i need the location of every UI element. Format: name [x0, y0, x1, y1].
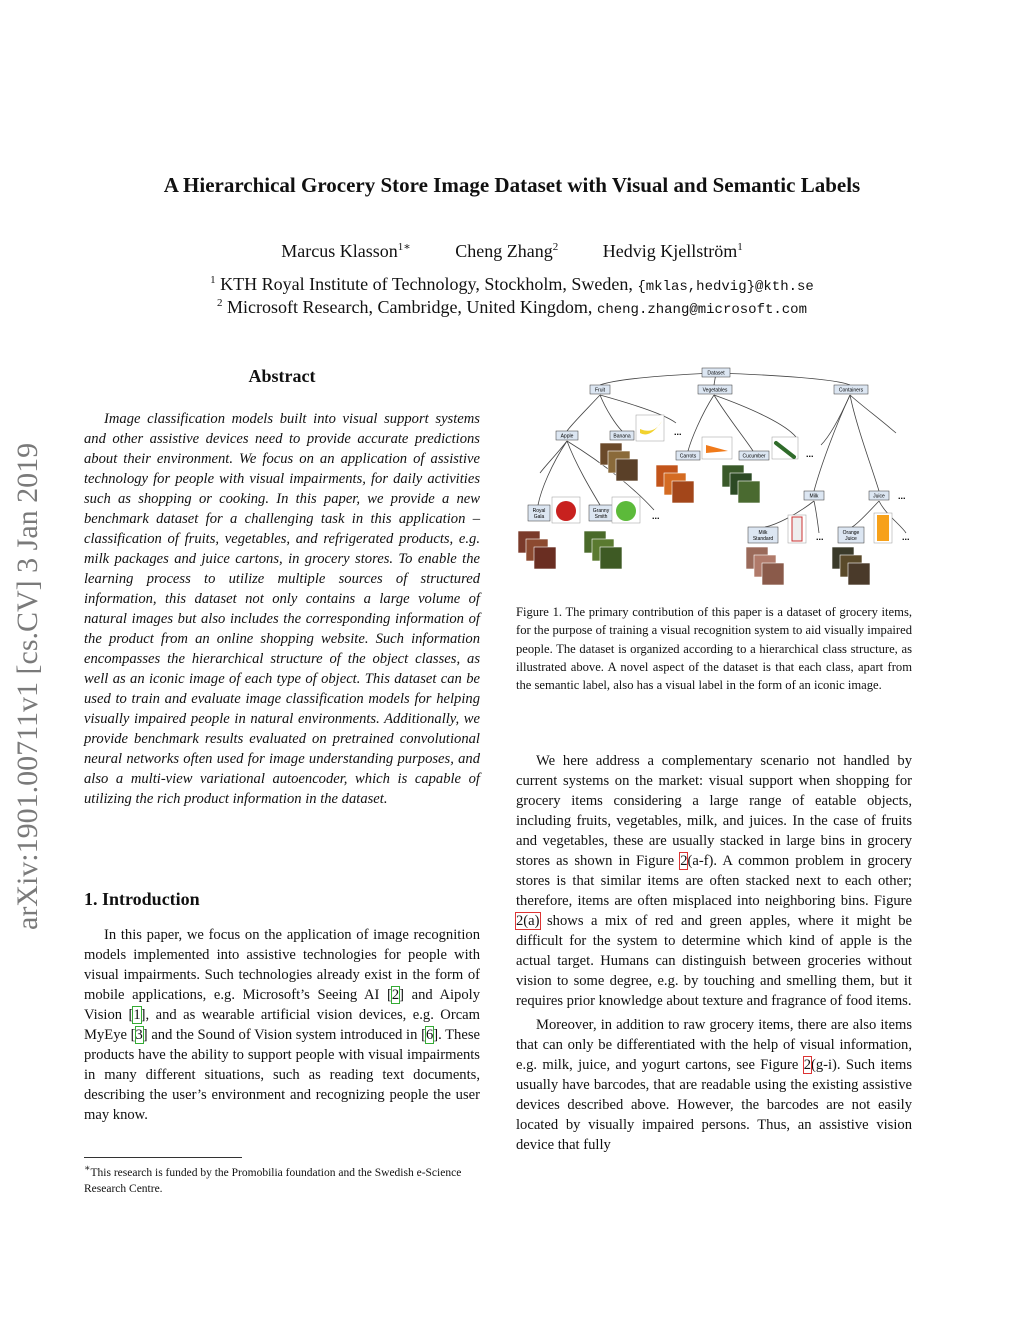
- intro-body: [84, 925, 480, 1125]
- node-containers: [834, 385, 868, 394]
- node-royal-gala: [528, 505, 550, 521]
- node-fruit: [590, 385, 610, 394]
- svg-text:Vegetables: Vegetables: [702, 387, 728, 394]
- ellipsis: ...: [652, 511, 660, 521]
- figure-hierarchy-diagram: [516, 365, 912, 595]
- ellipsis: ...: [806, 449, 814, 459]
- node-orange-juice: [838, 527, 864, 543]
- node-apple: [556, 431, 578, 440]
- footnote: ∗This research is funded by the Promobilia foundation and the Swedish e-Science Research Centre.: [84, 1163, 462, 1195]
- svg-text:Containers: Containers: [838, 387, 864, 394]
- svg-text:Fruit: Fruit: [595, 387, 605, 394]
- juice-carton-icon: [877, 515, 889, 541]
- node-dataset: [702, 368, 730, 377]
- author: Marcus Klasson$^{1∗}$: [281, 241, 411, 261]
- svg-text:Dataset: Dataset: [707, 370, 725, 377]
- arxiv-sidebar: [12, 370, 44, 930]
- citation-link[interactable]: 2: [391, 987, 400, 1003]
- arxiv-identifier: arXiv:1901.00711v1 [cs.CV] 3 Jan 2019: [11, 442, 44, 930]
- svg-text:Cucumber: Cucumber: [742, 453, 766, 460]
- footnote-rule: [84, 1157, 242, 1158]
- affiliation: $^2$ Microsoft Research, Cambridge, United Kingdom, cheng.zhang@microsoft.com: [217, 297, 807, 318]
- svg-text:Gala: Gala: [533, 514, 545, 520]
- node-vegetables: [698, 385, 732, 394]
- node-milk-standard: [748, 527, 778, 543]
- figure-link[interactable]: 2: [803, 1057, 811, 1073]
- svg-text:Smith: Smith: [594, 514, 608, 520]
- node-cucumber: [739, 451, 769, 460]
- node-banana: [610, 431, 634, 440]
- body-paragraph: Moreover, in addition to raw grocery items, there are also items that can only be differentiated with the help of visual information, e.g. milk, juice, and yogurt cartons, see Figure 2(g-i). Such items usually have barcodes, that are readable using the existing assistive devices described above. However, the barcodes are not easily located by visually impaired persons. Thus, an assistive vision device that fully: [516, 1017, 912, 1153]
- ellipsis: ...: [674, 427, 682, 437]
- citation-link[interactable]: 3: [135, 1027, 143, 1043]
- author-list: [0, 240, 1024, 262]
- email[interactable]: {mklas,hedvig}@kth.se: [637, 279, 814, 295]
- abstract-heading: Abstract: [248, 366, 316, 386]
- affiliation: $^1$ KTH Royal Institute of Technology, Stockholm, Sweden, {mklas,hedvig}@kth.se: [210, 274, 814, 295]
- node-granny-smith: [589, 505, 613, 521]
- author: Cheng Zhang$^2$: [455, 241, 559, 261]
- ellipsis: ...: [816, 532, 824, 542]
- apple-icon: [556, 501, 576, 521]
- citation-link[interactable]: 6: [425, 1027, 434, 1043]
- paper-title: A Hierarchical Grocery Store Image Dataset with Visual and Semantic Labels: [163, 173, 861, 197]
- citation-link[interactable]: 1: [133, 1007, 141, 1023]
- body-paragraph: We here address a complementary scenario not handled by current systems on the market: visual support when shopping for grocery items considering a large range of eatable objects, including fruits, vegetables, milk, and juices. In the case of fruits and vegetables, these are usually stacked in large bins in grocery stores as shown in Figure 2(a-f). A common problem in grocery stores is that similar items are often stacked next to each other; therefore, items are often misplaced into neighboring bins. Figure 2(a) shows a mix of red and green apples, where it might be difficult for the system to determine which kind of apple is the actual target. Humans can distinguish between groceries without vision to some degree, e.g. by touching and smelling them, but it requires prior knowledge about texture and fragrance of food items.: [516, 753, 913, 1009]
- svg-text:Granny: Granny: [592, 508, 610, 514]
- figure-link[interactable]: 2(a): [516, 913, 540, 929]
- author: Hedvig Kjellström$^1$: [602, 241, 743, 261]
- intro-paragraph: In this paper, we focus on the application of image recognition models implemented into assistive technologies for people with visual impairments. Such technologies already exist in the form of mobile applications, e.g. Microsoft’s Seeing AI [2] and Aipoly Vision [1], and as wearable artificial vision devices, e.g. Orcam MyEye [3] and the Sound of Vision system introduced in [6]. These products have the ability to support people with visual impairments in many different situations, such as reading text documents, describing the user’s environment and recognizing people the user may know.: [84, 927, 481, 1123]
- figure-link[interactable]: 2: [680, 853, 688, 869]
- svg-text:Juice: Juice: [873, 493, 885, 500]
- svg-text:Royal: Royal: [532, 508, 546, 514]
- email[interactable]: cheng.zhang@microsoft.com: [596, 302, 807, 318]
- node-juice: [869, 491, 889, 500]
- svg-text:Milk: Milk: [809, 493, 819, 500]
- apple-icon: [616, 501, 636, 521]
- svg-text:Orange: Orange: [842, 530, 860, 536]
- svg-text:Milk: Milk: [758, 530, 768, 536]
- svg-text:Carrots: Carrots: [679, 453, 697, 460]
- svg-text:Banana: Banana: [613, 433, 631, 440]
- svg-text:Standard: Standard: [752, 536, 774, 542]
- right-column-body: [516, 751, 912, 1155]
- svg-text:Juice: Juice: [845, 536, 857, 542]
- svg-text:Apple: Apple: [560, 433, 574, 440]
- figure-caption: Figure 1. The primary contribution of this paper is a dataset of grocery items, for the purpose of training a visual recognition system to aid visually impaired people. The dataset is organized according to a hierarchical class structure, as illustrated above. A novel aspect of the dataset is that each class, apart from the semantic label, also has a visual label in the form of an iconic image.: [516, 605, 912, 693]
- node-milk: [804, 491, 824, 500]
- abstract-paragraph: Image classification models built into visual support systems and other assistive devices need to provide accurate predictions about their environment. We focus on an application of assistive technology for people with visual impairments, for daily activities such as shopping or cooking. In this paper, we provide a new benchmark dataset for a challenging task in this application – classification of fruits, vegetables, and refrigerated products, e.g. milk packages and juice cartons, in grocery stores. To enable the learning process to utilize multiple sources of structured information, this dataset not only contains a large volume of natural images but also includes the corresponding information of the product from an online shopping website. Such information encompasses the hierarchical structure of the object classes, as well as an iconic image of each type of object. This dataset can be used to train and evaluate image classification models for helping visually impaired people in natural environments. Additionally, we provide benchmark results evaluated on pretrained convolutional neural networks often used for image understanding purposes, and also a multi-view variational autoencoder, which is capable of utilizing the rich product information in the dataset.: [84, 411, 480, 807]
- ellipsis: ...: [898, 491, 906, 501]
- ellipsis: ...: [902, 532, 910, 542]
- node-carrots: [676, 451, 700, 460]
- milk-carton-icon: [792, 517, 802, 541]
- section-heading: 1. Introduction: [84, 889, 200, 909]
- abstract-body: [84, 409, 480, 809]
